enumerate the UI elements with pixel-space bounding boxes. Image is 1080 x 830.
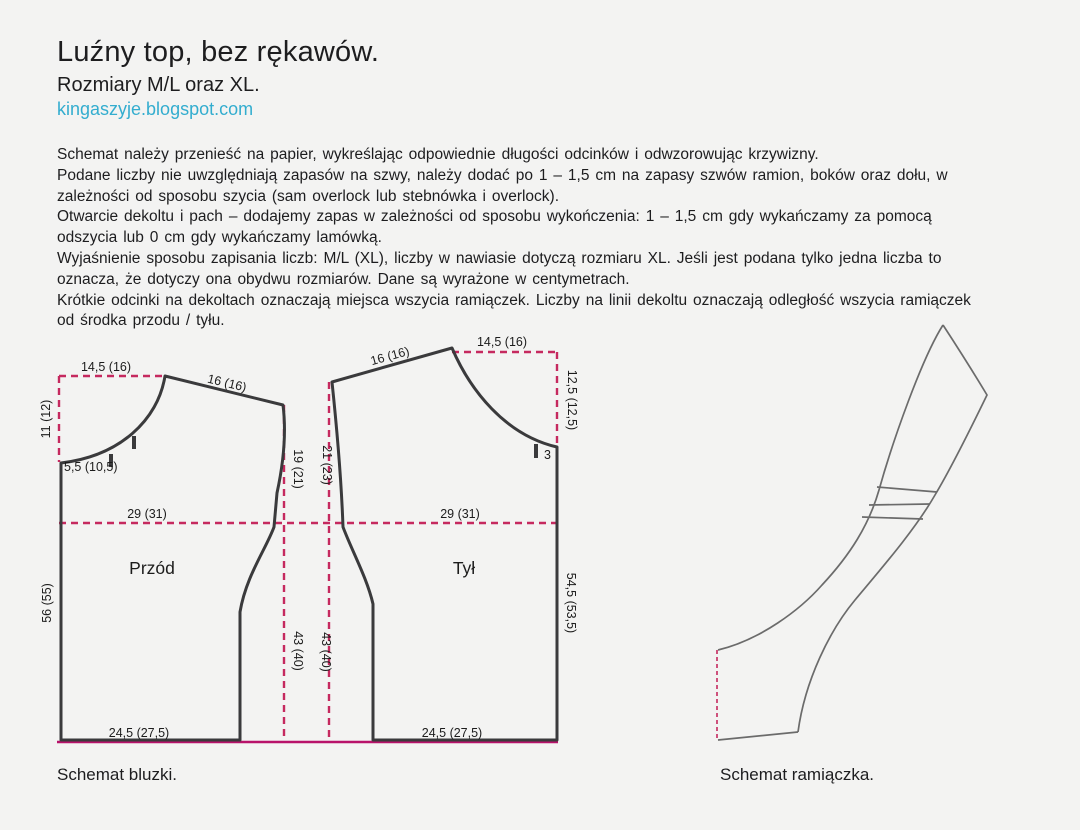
strap-bottom-edge (718, 732, 798, 740)
blouse-schematic-caption: Schemat bluzki. (57, 765, 177, 784)
back-shoulder-label: 16 (16) (368, 344, 411, 369)
front-bust-width-label: 29 (31) (127, 507, 167, 521)
front-strap-position-label: 5,5 (10,5) (64, 460, 118, 474)
front-neck-width-label: 14,5 (16) (80, 360, 132, 374)
page-title: Luźny top, bez rękawów. (57, 36, 380, 68)
back-side-length-label: 43 (40) (319, 632, 333, 672)
back-neck-depth-label: 12,5 (12,5) (565, 369, 579, 431)
instruction-line: Schemat należy przenieść na papier, wykreślając odpowiednie długości odcinków i odwzorowując krzywizny. (57, 146, 819, 163)
front-center-length-label: 56 (55) (40, 583, 54, 623)
instruction-line: od środka przodu / tyłu. (57, 312, 225, 330)
instruction-line: oznacza, że dotyczy ona obydwu rozmiarów. Dane są wyrażone w centymetrach. (57, 270, 630, 288)
back-armhole-depth-label: 21 (23) (320, 445, 334, 485)
front-side-length-label: 43 (40) (291, 631, 305, 671)
instruction-line: odszycia lub 0 cm gdy wykańczamy lamówką. (57, 229, 382, 247)
front-hem-width-label: 24,5 (27,5) (108, 726, 170, 740)
front-armhole-depth-label: 19 (21) (291, 449, 305, 489)
front-shoulder-label: 16 (16) (206, 371, 248, 395)
strap-schematic (717, 325, 987, 740)
strap-cross-mark-3 (862, 517, 923, 519)
page-subtitle: Rozmiary M/L oraz XL. (57, 74, 260, 96)
front-piece-name: Przód (129, 558, 175, 578)
back-bust-width-label: 29 (31) (440, 507, 480, 521)
back-center-length-label: 54,5 (53,5) (564, 572, 578, 634)
back-piece-name: Tył (452, 558, 476, 578)
strap-cross-mark-1 (877, 487, 937, 492)
strap-right-edge (798, 325, 987, 732)
instruction-line: Wyjaśnienie sposobu zapisania liczb: M/L (XL), liczby w nawiasie dotyczą rozmiaru XL. Jeśli jest podana tylko jedna liczba to (57, 249, 942, 267)
strap-left-edge (718, 325, 943, 650)
instruction-line: zależności od sposobu szycia (sam overlock lub stebnówka i overlock). (57, 187, 560, 205)
back-hem-width-label: 24,5 (27,5) (421, 726, 483, 740)
instruction-line: Otwarcie dekoltu i pach – dodajemy zapas w zależności od sposobu wykończenia: 1 – 1,5 cm gdy wykańczamy za pomocą (57, 208, 932, 226)
strap-schematic-caption: Schemat ramiączka. (720, 765, 874, 784)
blog-link[interactable]: kingaszyje.blogspot.com (57, 99, 254, 119)
back-piece-outline (332, 348, 557, 740)
back-strap-position-label: 3 (544, 448, 551, 462)
strap-cross-mark-2 (869, 504, 930, 505)
instruction-line: Podane liczby nie uwzględniają zapasów na szwy, należy dodać po 1 – 1,5 cm na zapasy szwów ramion, boków oraz dołu, w (57, 166, 948, 184)
back-neck-width-label: 14,5 (16) (476, 335, 528, 349)
instruction-line: Krótkie odcinki na dekoltach oznaczają miejsca wszycia ramiączek. Liczby na linii dekoltu oznaczają odległość wszycia ramiączek (57, 291, 971, 309)
front-neck-depth-label: 11 (12) (39, 399, 53, 439)
